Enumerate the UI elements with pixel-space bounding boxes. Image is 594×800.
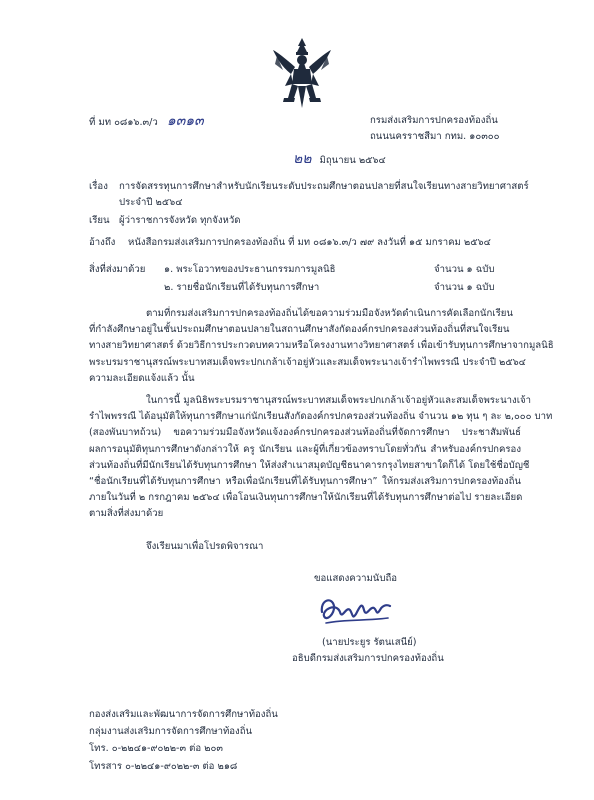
signature-icon bbox=[316, 592, 394, 628]
footer-fax: โทรสาร ๐-๒๒๔๑-๙๐๒๒-๓ ต่อ ๒๑๘ bbox=[89, 761, 238, 772]
paragraph-2-line: (สองพันบาทถ้วน) ขอความร่วมมือจังหวัดแจ้งองค์กรปกครองส่วนท้องถิ่นที่จัดการศึกษา ประชาสัมพันธ์ bbox=[89, 427, 521, 439]
footer-telephone: โทร. ๐-๒๒๔๑-๙๐๒๒-๓ ต่อ ๒๐๓ bbox=[89, 743, 223, 754]
date-day-handwritten: ๒๒ bbox=[293, 151, 312, 167]
document-number bbox=[89, 114, 204, 130]
recipient-label: เรียน bbox=[89, 215, 110, 226]
paragraph-1-line: ที่กำลังศึกษาอยู่ในชั้นประถมศึกษาตอนปลายในสถานศึกษาสังกัดองค์กรปกครองส่วนท้องถิ่นที่สนใจเรียน bbox=[89, 324, 510, 336]
respect-closing: ขอแสดงความนับถือ bbox=[314, 573, 398, 584]
paragraph-2-line: ภายในวันที่ ๒ กรกฎาคม ๒๕๖๔ เพื่อโอนเงินทุนการศึกษาให้นักเรียนที่ได้รับทุนการศึกษาต่อไป รายละเอียด bbox=[89, 492, 523, 504]
body-paragraph-2 bbox=[89, 393, 553, 523]
enclosure-item-2: ๒. รายชื่อนักเรียนที่ได้รับทุนการศึกษา bbox=[164, 282, 320, 293]
paragraph-2-line: “ชื่อนักเรียนที่ได้รับทุนการศึกษา หรือเพื่อนักเรียนที่ได้รับทุนการศึกษา” ให้กรมส่งเสริมการปกครองท้องถิ่น bbox=[89, 476, 521, 488]
recipient-value: ผู้ว่าราชการจังหวัด ทุกจังหวัด bbox=[119, 215, 241, 226]
reference-value: หนังสือกรมส่งเสริมการปกครองท้องถิ่น ที่ มท ๐๘๑๖.๓/ว ๗๙ ลงวันที่ ๑๕ มกราคม ๒๕๖๔ bbox=[128, 237, 491, 248]
date-month-year: มิถุนายน ๒๕๖๔ bbox=[319, 155, 386, 166]
paragraph-2-line: รำไพพรรณี ได้อนุมัติให้ทุนการศึกษาแก่นักเรียนสังกัดองค์กรปกครองส่วนท้องถิ่น จำนวน ๑๒ ทุน ๆ ละ ๒,๐๐๐ บาท bbox=[89, 411, 553, 423]
reference-label: อ้างถึง bbox=[89, 237, 116, 248]
paragraph-2-line: ตามสิ่งที่ส่งมาด้วย bbox=[89, 508, 164, 520]
enclosure-qty-2: จำนวน ๑ ฉบับ bbox=[434, 282, 495, 293]
garuda-emblem-icon bbox=[271, 36, 333, 110]
subject-line-2: ประจำปี ๒๕๖๔ bbox=[119, 197, 183, 208]
agency-address: ถนนนครราชสีมา กทม. ๑๐๓๐๐ bbox=[370, 131, 500, 142]
enclosures-label: สิ่งที่ส่งมาด้วย bbox=[89, 264, 146, 275]
paragraph-1-line: พระบรมราชานุสรณ์พระบาทสมเด็จพระปกเกล้าเจ้าอยู่หัวและสมเด็จพระนางเจ้ารำไพพรรณี ประจำปี ๒๕๖๔ bbox=[89, 356, 526, 368]
paragraph-2-line: ส่วนท้องถิ่นที่มีนักเรียนได้รับทุนการศึกษา ให้ส่งสำเนาสมุดบัญชีธนาคารกรุงไทยสาขาใดก็ได้ โดยใช้ชื่อบัญชี bbox=[89, 459, 530, 471]
enclosure-item-1: ๑. พระโอวาทของประธานกรรมการมูลนิธิ bbox=[164, 264, 336, 275]
footer-group: กลุ่มงานส่งเสริมการจัดการศึกษาท้องถิ่น bbox=[89, 726, 253, 737]
document-number-handwritten: ๑๓๑๓ bbox=[166, 113, 204, 129]
subject-line-1: การจัดสรรทุนการศึกษาสำหรับนักเรียนระดับประถมศึกษาตอนปลายที่สนใจเรียนทางสายวิทยาศาสตร์ bbox=[119, 181, 529, 192]
signer-name: (นายประยูร รัตนเสนีย์) bbox=[322, 637, 417, 648]
signer-position: อธิบดีกรมส่งเสริมการปกครองท้องถิ่น bbox=[292, 653, 444, 664]
agency-name: กรมส่งเสริมการปกครองท้องถิ่น bbox=[370, 115, 498, 126]
subject-label: เรื่อง bbox=[89, 181, 108, 192]
enclosure-qty-1: จำนวน ๑ ฉบับ bbox=[434, 264, 495, 275]
paragraph-1-line: ทางสายวิทยาศาสตร์ ด้วยวิธีการประกวดบทความหรือโครงงานทางวิทยาศาสตร์ เพื่อเข้ารับทุนการศึกษาจากมูลนิธิ bbox=[89, 340, 554, 352]
paragraph-2-line: ในการนี้ มูลนิธิพระบรมราชานุสรณ์พระบาทสมเด็จพระปกเกล้าเจ้าอยู่หัวและสมเด็จพระนางเจ้า bbox=[146, 395, 531, 406]
footer-division: กองส่งเสริมและพัฒนาการจัดการศึกษาท้องถิ่น bbox=[89, 709, 278, 720]
closing-request: จึงเรียนมาเพื่อโปรดพิจารณา bbox=[146, 541, 264, 552]
paragraph-1-line: ตามที่กรมส่งเสริมการปกครองท้องถิ่นได้ขอความร่วมมือจังหวัดดำเนินการคัดเลือกนักเรียน bbox=[146, 308, 513, 319]
paragraph-1-line: ความละเอียดแจ้งแล้ว นั้น bbox=[89, 372, 195, 384]
paragraph-2-line: ผลการอนุมัติทุนการศึกษาดังกล่าวให้ ครู นักเรียน และผู้ที่เกี่ยวข้องทราบโดยทั่วกัน สำหรับองค์กรปกครอง bbox=[89, 443, 521, 455]
document-date bbox=[293, 152, 386, 168]
document-number-prefix: ที่ มท ๐๘๑๖.๓/ว bbox=[89, 117, 158, 128]
body-paragraph-1 bbox=[89, 306, 554, 387]
